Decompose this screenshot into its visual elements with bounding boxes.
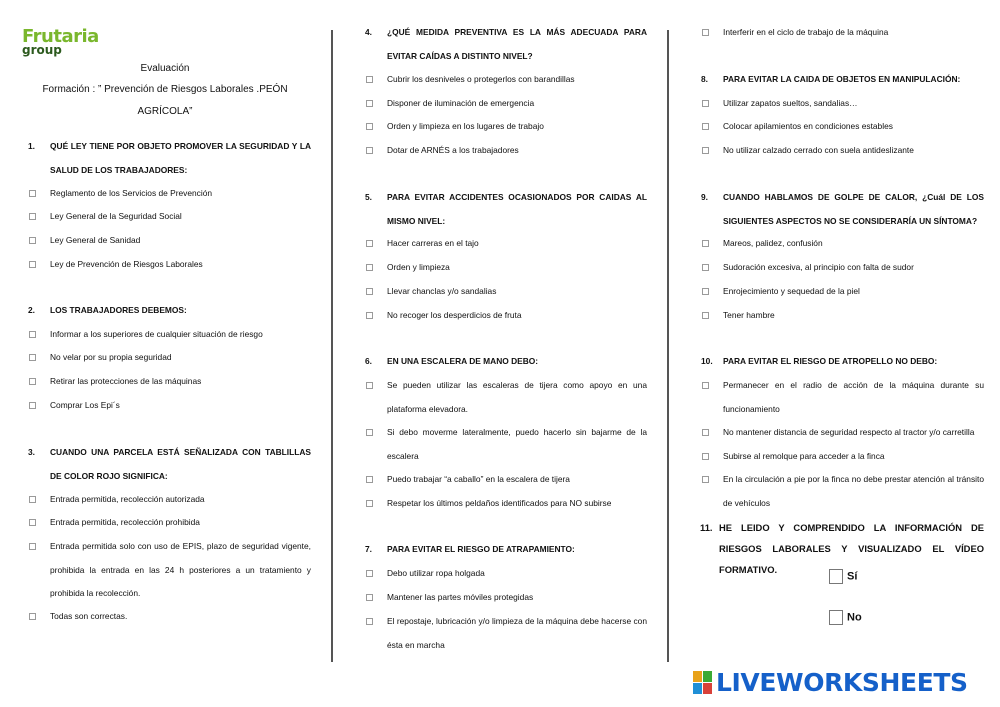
- option-label: Entrada permitida, recolección autorizada: [50, 494, 205, 504]
- checkbox[interactable]: [366, 382, 373, 389]
- question-5: [365, 186, 647, 233]
- checkbox[interactable]: [366, 570, 373, 577]
- checkbox[interactable]: [29, 378, 36, 385]
- answer-option[interactable]: [28, 323, 311, 347]
- question-4: [365, 21, 647, 68]
- option-label: No utilizar calzado cerrado con suela antideslizante: [723, 145, 914, 155]
- option-label: Ley General de la Seguridad Social: [50, 211, 182, 221]
- answer-option[interactable]: [365, 68, 647, 92]
- question-6: [365, 350, 647, 374]
- option-label: Reglamento de los Servicios de Prevención: [50, 188, 213, 198]
- question-3: [28, 441, 311, 488]
- checkbox[interactable]: [366, 123, 373, 130]
- option-label: Todas son correctas.: [50, 611, 128, 621]
- option-label: Cubrir los desniveles o protegerlos con barandillas: [387, 74, 575, 84]
- question-text: PARA EVITAR EL RIESGO DE ATRAPAMIENTO:: [387, 544, 575, 554]
- answer-option[interactable]: [28, 253, 311, 277]
- checkbox[interactable]: [366, 618, 373, 625]
- option-label: Enrojecimiento y sequedad de la piel: [723, 286, 860, 296]
- option-label: Hacer carreras en el tajo: [387, 238, 479, 248]
- question-number: 3.: [28, 447, 35, 457]
- option-label: Llevar chanclas y/o sandalias: [387, 286, 497, 296]
- option-label: En la circulación a pie por la finca no debe prestar atención al tránsito de vehículos: [723, 474, 984, 508]
- checkbox[interactable]: [702, 123, 709, 130]
- answer-option[interactable]: [701, 256, 984, 280]
- answer-option[interactable]: [701, 421, 984, 445]
- answer-option[interactable]: [701, 232, 984, 256]
- yes-label: Sí: [847, 570, 858, 583]
- question-2: [28, 299, 311, 323]
- no-label: No: [847, 611, 862, 624]
- question-number: 2.: [28, 305, 35, 315]
- answer-option[interactable]: [28, 488, 311, 512]
- answer-yes[interactable]: [829, 569, 857, 584]
- answer-option[interactable]: [365, 468, 647, 492]
- question-text: ¿QUÉ MEDIDA PREVENTIVA ES LA MÁS ADECUADA PARA EVITAR CAÍDAS A DISTINTO NIVEL?: [387, 27, 647, 61]
- option-label: El repostaje, lubricación y/o limpieza de la máquina debe hacerse con ésta en marcha: [387, 616, 647, 650]
- answer-option[interactable]: [28, 511, 311, 535]
- answer-option[interactable]: [701, 304, 984, 328]
- answer-option[interactable]: [701, 468, 984, 515]
- question-text: CUANDO HABLAMOS DE GOLPE DE CALOR, ¿Cuál DE LOS SIGUIENTES ASPECTOS NO SE CONSIDERARÍA UN SÍNTOMA?: [723, 192, 984, 226]
- liveworksheets-wordmark: LIVEWORKSHEETS: [716, 668, 968, 697]
- question-text: PARA EVITAR EL RIESGO DE ATROPELLO NO DEBO:: [723, 356, 938, 366]
- checkbox[interactable]: [702, 429, 709, 436]
- option-label: Entrada permitida solo con uso de EPIS, plazo de seguridad vigente, prohibida la entrada en las 24 h posteriores a un tratamiento y prohibida la recolección.: [50, 541, 311, 598]
- liveworksheets-logo: [693, 668, 993, 698]
- question-9: [701, 186, 984, 233]
- option-label: Respetar los últimos peldaños identificados para NO subirse: [387, 498, 612, 508]
- answer-option[interactable]: [365, 562, 647, 586]
- answer-option[interactable]: [365, 610, 647, 657]
- option-label: No mantener distancia de seguridad respecto al tractor y/o carretilla: [723, 427, 975, 437]
- question-text: LOS TRABAJADORES DEBEMOS:: [50, 305, 187, 315]
- option-label: Disponer de iluminación de emergencia: [387, 98, 535, 108]
- checkbox[interactable]: [29, 543, 36, 550]
- answer-option[interactable]: [28, 535, 311, 606]
- checkbox[interactable]: [366, 76, 373, 83]
- option-label: Comprar Los Epi´s: [50, 400, 120, 410]
- option-label: Informar a los superiores de cualquier situación de riesgo: [50, 329, 263, 339]
- checkbox[interactable]: [29, 613, 36, 620]
- answer-option[interactable]: [701, 374, 984, 421]
- checkbox[interactable]: [29, 402, 36, 409]
- option-label: Utilizar zapatos sueltos, sandalias…: [723, 98, 858, 108]
- option-label: Sudoración excesiva, al principio con falta de sudor: [723, 262, 914, 272]
- answer-option[interactable]: [28, 605, 311, 629]
- logo-subtitle: group: [22, 43, 62, 57]
- question-number: 5.: [365, 192, 372, 202]
- option-label: Ley de Prevención de Riesgos Laborales: [50, 259, 203, 269]
- checkbox[interactable]: [366, 100, 373, 107]
- option-label: Orden y limpieza: [387, 262, 450, 272]
- column-divider-right: [667, 30, 669, 662]
- checkbox[interactable]: [702, 147, 709, 154]
- checkbox[interactable]: [366, 429, 373, 436]
- answer-option[interactable]: [28, 346, 311, 370]
- question-7: [365, 538, 647, 562]
- checkbox[interactable]: [29, 261, 36, 268]
- answer-option[interactable]: [365, 232, 647, 256]
- option-label: Retirar las protecciones de las máquinas: [50, 376, 202, 386]
- question-text: PARA EVITAR LA CAIDA DE OBJETOS EN MANIPULACIÓN:: [723, 74, 961, 84]
- answer-option[interactable]: [365, 304, 647, 328]
- answer-option[interactable]: [28, 394, 311, 418]
- answer-option[interactable]: [701, 445, 984, 469]
- checkbox[interactable]: [702, 29, 709, 36]
- checkbox[interactable]: [366, 264, 373, 271]
- option-label: Mareos, palidez, confusión: [723, 238, 823, 248]
- checkbox[interactable]: [702, 264, 709, 271]
- question-number: 1.: [28, 141, 35, 151]
- question-10: [701, 350, 984, 374]
- checkbox[interactable]: [702, 288, 709, 295]
- answer-option[interactable]: [365, 421, 647, 468]
- answer-option[interactable]: [28, 182, 311, 206]
- option-label: Entrada permitida, recolección prohibida: [50, 517, 200, 527]
- answer-option[interactable]: [365, 92, 647, 116]
- checkbox[interactable]: [366, 147, 373, 154]
- answer-no[interactable]: [829, 610, 862, 625]
- answer-option[interactable]: [365, 256, 647, 280]
- checkbox[interactable]: [366, 312, 373, 319]
- answer-option[interactable]: [365, 374, 647, 421]
- option-label: Mantener las partes móviles protegidas: [387, 592, 534, 602]
- checkbox[interactable]: [366, 476, 373, 483]
- answer-option[interactable]: [28, 370, 311, 394]
- option-label: No recoger los desperdicios de fruta: [387, 310, 522, 320]
- question-number: 10.: [701, 356, 713, 366]
- option-label: Debo utilizar ropa holgada: [387, 568, 485, 578]
- checkbox[interactable]: [702, 476, 709, 483]
- option-label: Ley General de Sanidad: [50, 235, 141, 245]
- option-label: No velar por su propia seguridad: [50, 352, 172, 362]
- checkbox[interactable]: [366, 240, 373, 247]
- question-number: 4.: [365, 27, 372, 37]
- option-label: Interferir en el ciclo de trabajo de la máquina: [723, 27, 889, 37]
- option-label: Tener hambre: [723, 310, 775, 320]
- question-text: CUANDO UNA PARCELA ESTÁ SEÑALIZADA CON TABLILLAS DE COLOR ROJO SIGNIFICA:: [50, 447, 311, 481]
- question-number: 9.: [701, 192, 708, 202]
- answer-option[interactable]: [365, 492, 647, 516]
- option-label: Se pueden utilizar las escaleras de tijera como apoyo en una plataforma elevadora.: [387, 380, 647, 414]
- checkbox[interactable]: [29, 190, 36, 197]
- checkbox[interactable]: [366, 594, 373, 601]
- answer-option[interactable]: [365, 586, 647, 610]
- answer-option[interactable]: [701, 115, 984, 139]
- checkbox[interactable]: [29, 519, 36, 526]
- answer-option[interactable]: [365, 280, 647, 304]
- checkbox[interactable]: [29, 354, 36, 361]
- column-divider-left: [331, 30, 333, 662]
- answer-option[interactable]: [701, 92, 984, 116]
- answer-option[interactable]: [701, 280, 984, 304]
- checkbox[interactable]: [702, 100, 709, 107]
- answer-option[interactable]: [701, 21, 984, 45]
- frutaria-logo: [22, 28, 112, 56]
- liveworksheets-icon: [693, 671, 713, 695]
- checkbox[interactable]: [29, 237, 36, 244]
- checkbox[interactable]: [366, 500, 373, 507]
- question-text: EN UNA ESCALERA DE MANO DEBO:: [387, 356, 539, 366]
- question-8: [701, 68, 984, 92]
- training-title: Formación : ” Prevención de Riesgos Laborales .PEÓN AGRÍCOLA”: [42, 84, 288, 117]
- option-label: Colocar apilamientos en condiciones estables: [723, 121, 893, 131]
- checkbox[interactable]: [366, 288, 373, 295]
- checkbox[interactable]: [29, 331, 36, 338]
- question-number: 11.: [700, 522, 713, 533]
- option-label: Dotar de ARNÉS a los trabajadores: [387, 145, 519, 155]
- answer-option[interactable]: [28, 205, 311, 229]
- question-text: HE LEIDO Y COMPRENDIDO LA INFORMACIÓN DE RIESGOS LABORALES Y VISUALIZADO EL VÍDEO FORMATIVO.: [719, 522, 984, 575]
- checkbox[interactable]: [702, 312, 709, 319]
- option-label: Subirse al remolque para acceder a la finca: [723, 451, 885, 461]
- checkbox[interactable]: [29, 213, 36, 220]
- checkbox[interactable]: [702, 453, 709, 460]
- option-label: Orden y limpieza en los lugares de trabajo: [387, 121, 544, 131]
- checkbox[interactable]: [29, 496, 36, 503]
- answer-option[interactable]: [701, 139, 984, 163]
- checkbox-yes[interactable]: [829, 569, 843, 584]
- question-1: [28, 135, 311, 182]
- option-label: Puedo trabajar “a caballo” en la escalera de tijera: [387, 474, 570, 484]
- checkbox[interactable]: [702, 382, 709, 389]
- answer-option[interactable]: [28, 229, 311, 253]
- answer-option[interactable]: [365, 139, 647, 163]
- option-label: Si debo moverme lateralmente, puedo hacerlo sin bajarme de la escalera: [387, 427, 647, 461]
- option-label: Permanecer en el radio de acción de la máquina durante su funcionamiento: [723, 380, 984, 414]
- question-text: PARA EVITAR ACCIDENTES OCASIONADOS POR CAIDAS AL MISMO NIVEL:: [387, 192, 647, 226]
- answer-option[interactable]: [365, 115, 647, 139]
- question-number: 8.: [701, 74, 708, 84]
- question-number: 7.: [365, 544, 372, 554]
- question-number: 6.: [365, 356, 372, 366]
- evaluation-title: Evaluación: [140, 63, 190, 74]
- checkbox[interactable]: [702, 240, 709, 247]
- logo-wordmark: Frutaria: [22, 26, 99, 47]
- question-text: QUÉ LEY TIENE POR OBJETO PROMOVER LA SEGURIDAD Y LA SALUD DE LOS TRABAJADORES:: [50, 141, 311, 175]
- checkbox-no[interactable]: [829, 610, 843, 625]
